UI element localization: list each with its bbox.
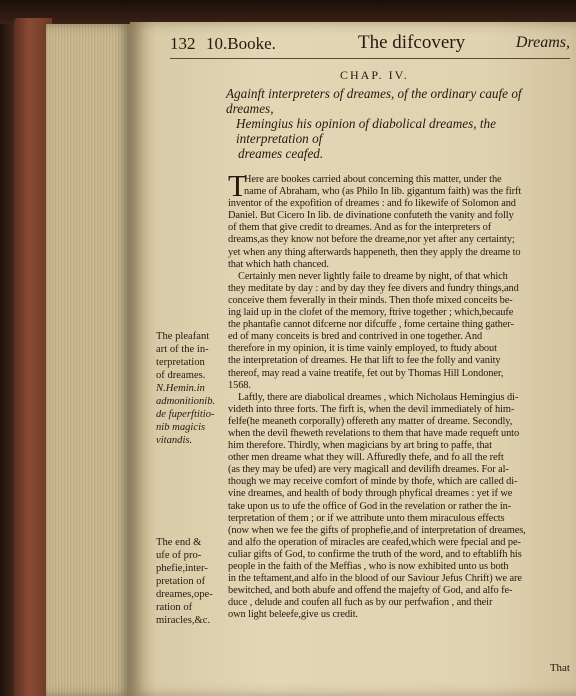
margin-note-line: The end & (156, 537, 202, 548)
body-line: the phantafie cannot difcerne nor difcuffe , fome certaine thing gather- (228, 319, 514, 331)
body-line: vine dreames, and health of body through phyfical dreames : yet if we (228, 488, 513, 500)
body-line: that which hath chanced. (228, 258, 329, 270)
body-line: yet when any thing afterwards happeneth, then they apply the dreame to (228, 246, 521, 258)
page-edges (46, 24, 130, 696)
body-line: duce , delude and coufen all fuch as by our perfwafion , and their (228, 597, 493, 609)
page-title: The difcovery (358, 32, 466, 53)
margin-note-line: vitandis. (156, 435, 193, 446)
body-line: other men dreame what they will. Affuredly thefe, and fo all the reft (228, 452, 504, 464)
body-line: the interpretation of dreames. He that lift to fee the folly and vanity (228, 355, 501, 367)
argument-line: dreames ceafed. (238, 146, 324, 161)
margin-note-line: ufe of pro- (156, 550, 202, 561)
margin-note-line: of dreames. (156, 370, 206, 381)
body-line: and alfo the operation of miracles are ceafed,which were fpecial and pe- (228, 536, 521, 548)
page-number: 132 (170, 34, 196, 53)
chapter-argument (226, 86, 566, 161)
chapter-heading: CHAP. IV. (340, 68, 409, 82)
margin-note-prophesie (156, 536, 232, 627)
running-head: Dreams, (515, 34, 570, 51)
body-text (228, 168, 572, 621)
margin-note-pleasant-art (156, 330, 232, 447)
body-line: though we may receive comfort of minde by thofe, which are called di- (228, 476, 518, 488)
body-line: culiar gifts of God, to confirme the truth of the word, and to eftablifh his (228, 548, 522, 560)
margin-note-line: phefie,inter- (156, 563, 208, 574)
catchword: That (549, 662, 570, 674)
body-line: name of Abraham, who (as Philo In lib. gigantum faith) was the firft (244, 186, 522, 198)
margin-note-line: pretation of (156, 576, 206, 587)
body-line: conceive them feverally in their minds. Then thofe mixed conceits be- (228, 294, 513, 306)
book-page (130, 22, 576, 696)
book-cover-top (0, 0, 576, 24)
body-line: ing laid up in the clofet of the memory, ftrive together ; which,becaufe (228, 307, 514, 319)
argument-line: Hemingius his opinion of diabolical dreames, the interpretation of (236, 116, 496, 146)
body-line: therefore in my opinion, it is time vainly employed, to ftudy about (228, 343, 497, 355)
margin-note-line: N.Hemin.in (156, 383, 205, 394)
body-line: inventor of the expofition of dreames : and fo likewife of Solomon and (228, 198, 516, 210)
body-line: they meditate by day : and by day they fee divers and fundry things,and (228, 282, 519, 294)
body-line: (as they may be ufed) are very magicall and devilifh dreames. For al- (228, 464, 509, 476)
body-line: 1568. (228, 379, 251, 391)
margin-note-line: terpretation (156, 357, 205, 368)
body-line: terpretation of them ; or if we attribute unto them miraculous effects (228, 512, 505, 524)
body-line: (now when we fee the gifts of prophefie,and of interpretation of dreames, (228, 524, 526, 536)
body-line: people in the faith of the Meffias , who is now exhibited unto us both (228, 561, 509, 572)
argument-line: Againft interpreters of dreames, of the ordinary caufe of dreames, (226, 86, 522, 116)
body-line: of them that give credit to dreames. And as for the interpreters of (228, 222, 492, 234)
body-line: him therefore. Thirdly, when magicians by art bring to paffe, that (228, 440, 492, 452)
body-line: own light beleefe,give us credit. (228, 609, 359, 621)
margin-note-line: The pleafant (156, 331, 210, 342)
page-header (170, 32, 570, 59)
margin-note-line: ration of (156, 602, 193, 613)
body-line: felfe(he meaneth corporally) offereth any matter of dreame. Secondly, (228, 415, 513, 427)
margin-note-line: de fuperftitio- (156, 409, 215, 420)
body-line: when the devil fheweth revelations to them that have made requeft unto (228, 427, 520, 439)
margin-note-line: dreames,ope- (156, 589, 213, 600)
body-line: Certainly men never lightly faile to dreame by night, of that which (238, 270, 508, 282)
body-line: bewitched, and both abufe and offend the majefty of God, and alfo fe- (228, 585, 513, 597)
body-line: take upon us to ufe the office of God in the revelation or rather the in- (228, 500, 512, 512)
body-line: in the teftament,and alfo in the blood of our Saviour Jefus Chrift) we are (228, 573, 522, 585)
body-line: Laftly, there are diabolical dreames , which Nicholaus Hemingius di- (238, 391, 519, 403)
book-label: 10.Booke. (206, 34, 276, 53)
body-line: Daniel. But Cicero In lib. de divinatione confuteth the vanity and folly (228, 210, 514, 222)
body-line: Here are bookes carried about concerning this matter, under the (244, 174, 502, 185)
body-line: videth into three forts. The firft is, when the devil immediately of him- (228, 403, 515, 415)
margin-note-line: nib magicis (156, 422, 206, 433)
body-line: thereof, may read a vaine treatife, fet out by Thomas Hill Londoner, (228, 367, 504, 379)
body-line: ed of many conceits is bred and contrived in one together. And (228, 331, 483, 343)
margin-note-line: art of the in- (156, 344, 209, 355)
margin-note-line: admonitionib. (156, 396, 216, 407)
margin-note-line: miracles,&c. (156, 615, 211, 626)
drop-cap: T (228, 168, 247, 203)
body-line: dreams,as they know not before the dreame,nor yet after any certainty; (228, 234, 515, 246)
